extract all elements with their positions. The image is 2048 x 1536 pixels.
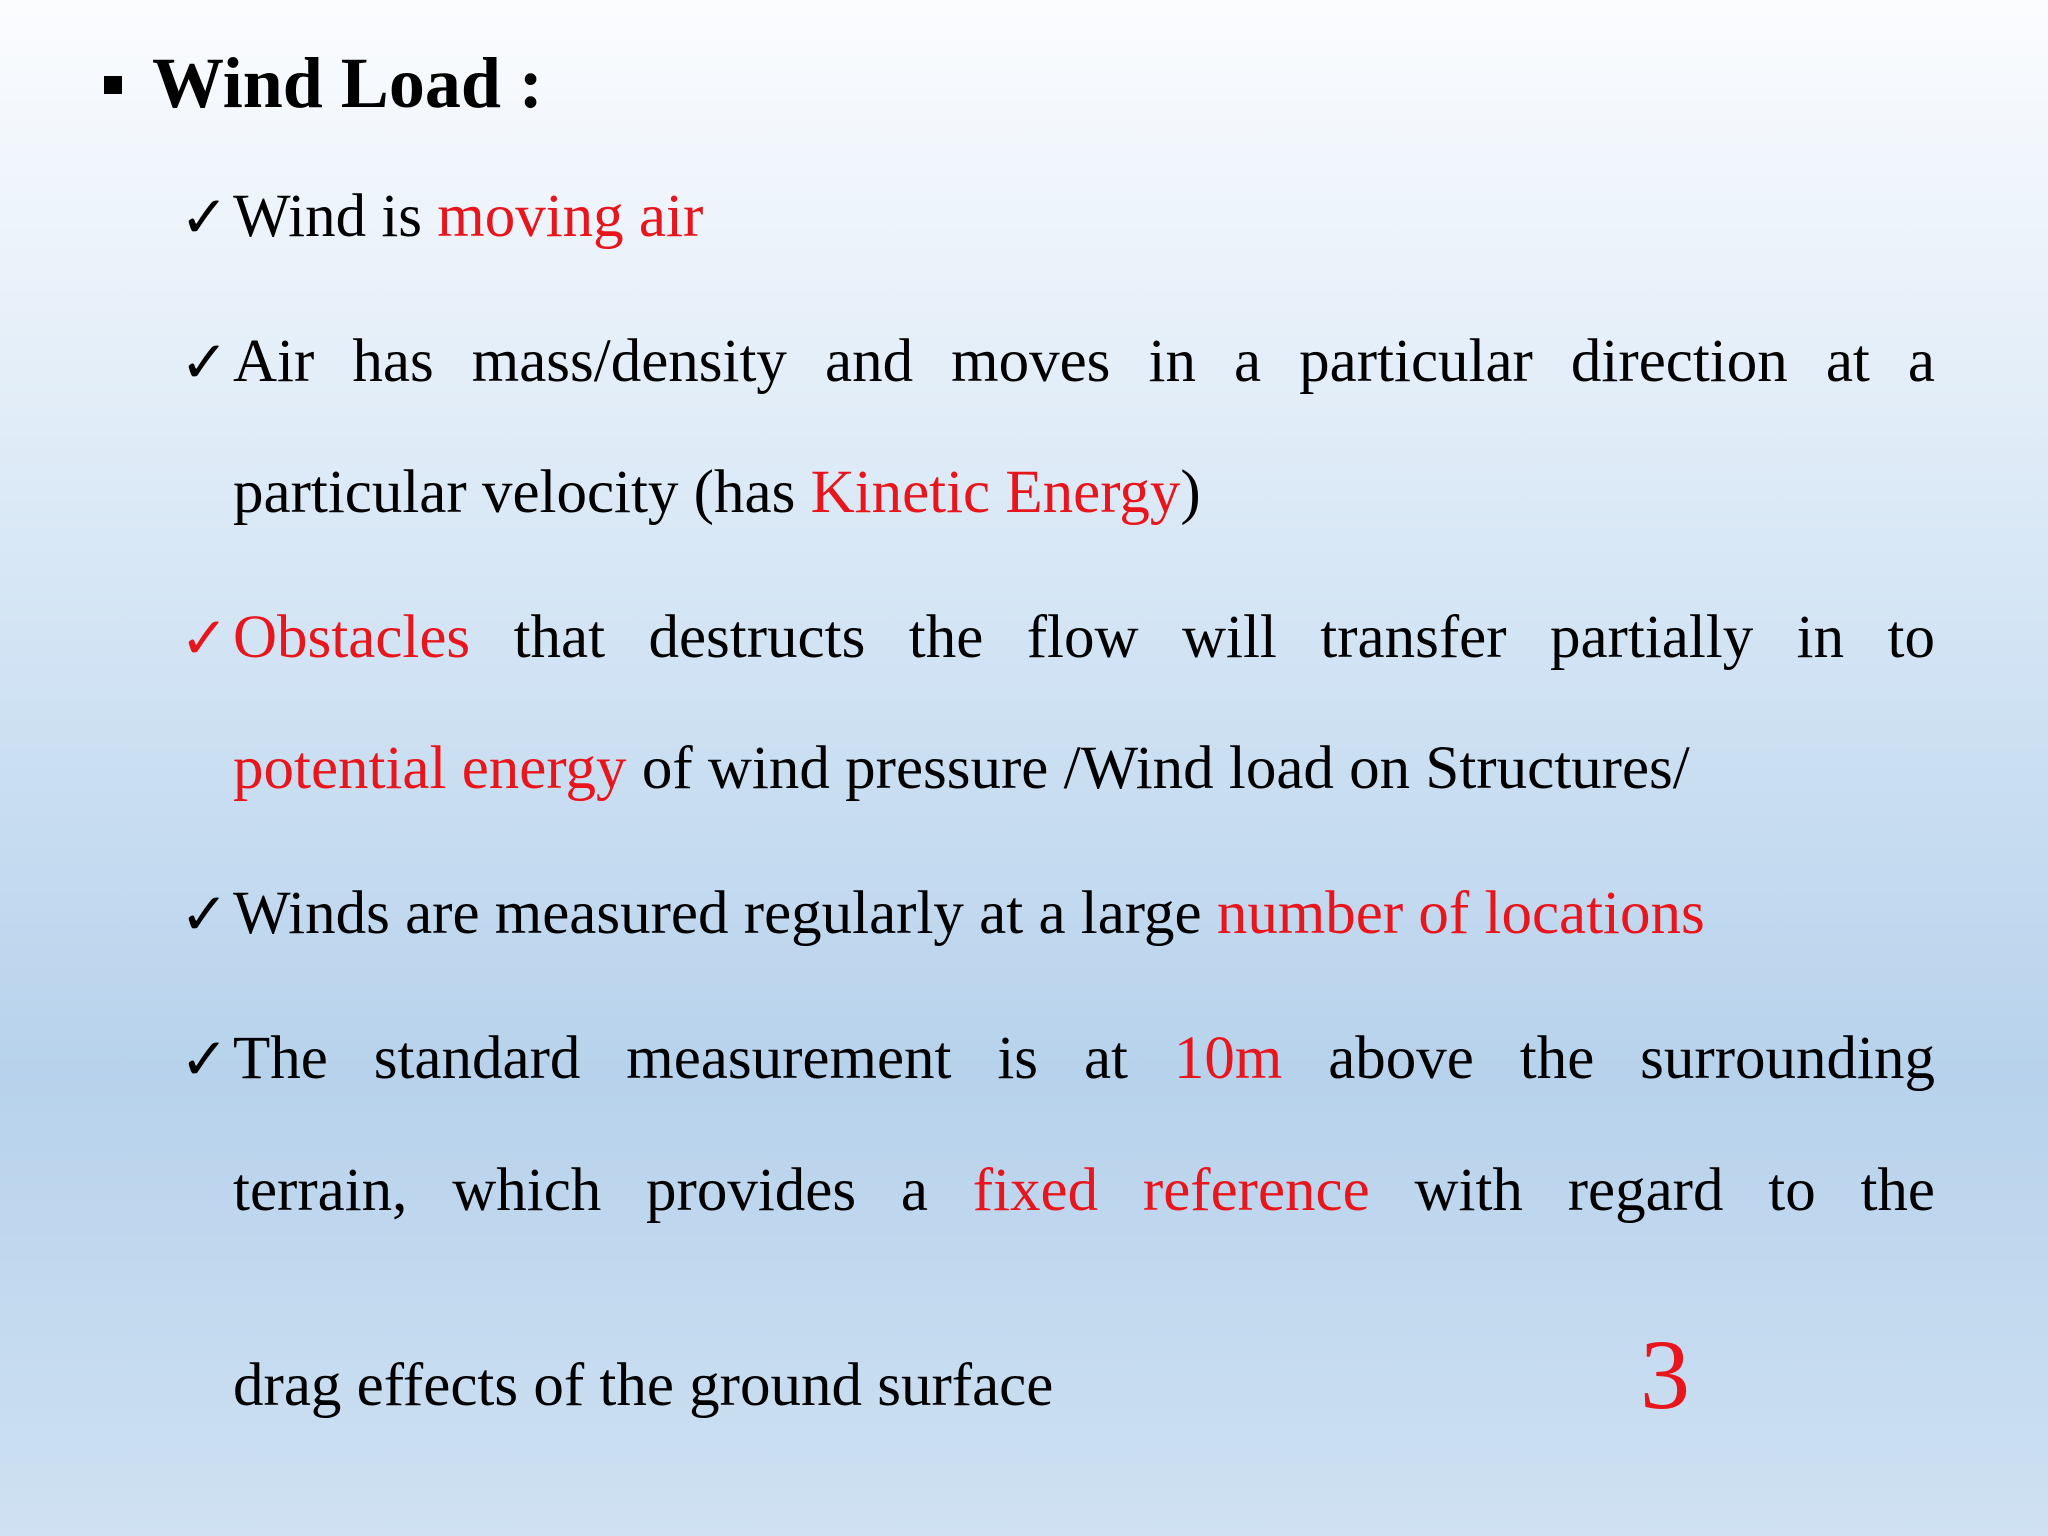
bullet-5-line-2 [233,1151,1935,1231]
bullet-4-highlight: number of locations [1216,880,1705,947]
bullet-3-highlight-2: potential energy [233,735,627,802]
bullet-2-text: particular velocity (has [233,459,811,526]
bullet-1-line-1 [233,177,1935,257]
bullet-3-line-2 [233,729,1935,809]
bullet-5-end-2: with regard to the [1369,1157,1936,1224]
bullet-5-highlight-2: fixed reference [972,1157,1370,1224]
bullet-4-line-1 [233,874,1935,954]
bullet-2-end: ) [1180,459,1201,526]
bullet-5-text-2: terrain, which provides a [233,1157,973,1224]
checkmark-icon: ✓ [180,1025,229,1093]
bullet-2-line-2 [233,453,1935,533]
bullet-3-highlight: Obstacles [233,604,471,671]
bullet-1-highlight: moving air [437,183,704,250]
bullet-3-text: that destructs the flow will transfer partially in to [470,604,1935,671]
page-number: 3 [1640,1319,1690,1430]
bullet-3-line-1 [233,598,1935,678]
bullet-5-highlight: 10m [1173,1025,1283,1092]
slide-title-row [104,38,543,128]
checkmark-icon: ✓ [180,183,229,251]
bullet-4-text: Winds are measured regularly at a large [233,880,1217,947]
bullet-3-text-2: of wind pressure /Wind load on Structures/ [626,735,1690,802]
bullet-2-highlight: Kinetic Energy [810,459,1181,526]
slide-title: Wind Load : [152,43,543,123]
bullet-5-end: above the surrounding [1282,1025,1935,1092]
bullet-5-line-1 [233,1019,1935,1099]
bullet-2-line-1: Air has mass/density and moves in a particular direction at a [233,328,1935,395]
checkmark-icon: ✓ [180,880,229,948]
bullet-1-text: Wind is [233,183,438,250]
bullet-5-text: The standard measurement is at [233,1025,1174,1092]
checkmark-icon: ✓ [180,328,229,396]
square-bullet-icon [104,76,122,94]
bullet-5-line-3: drag effects of the ground surface [233,1352,1054,1419]
checkmark-icon: ✓ [180,604,229,672]
